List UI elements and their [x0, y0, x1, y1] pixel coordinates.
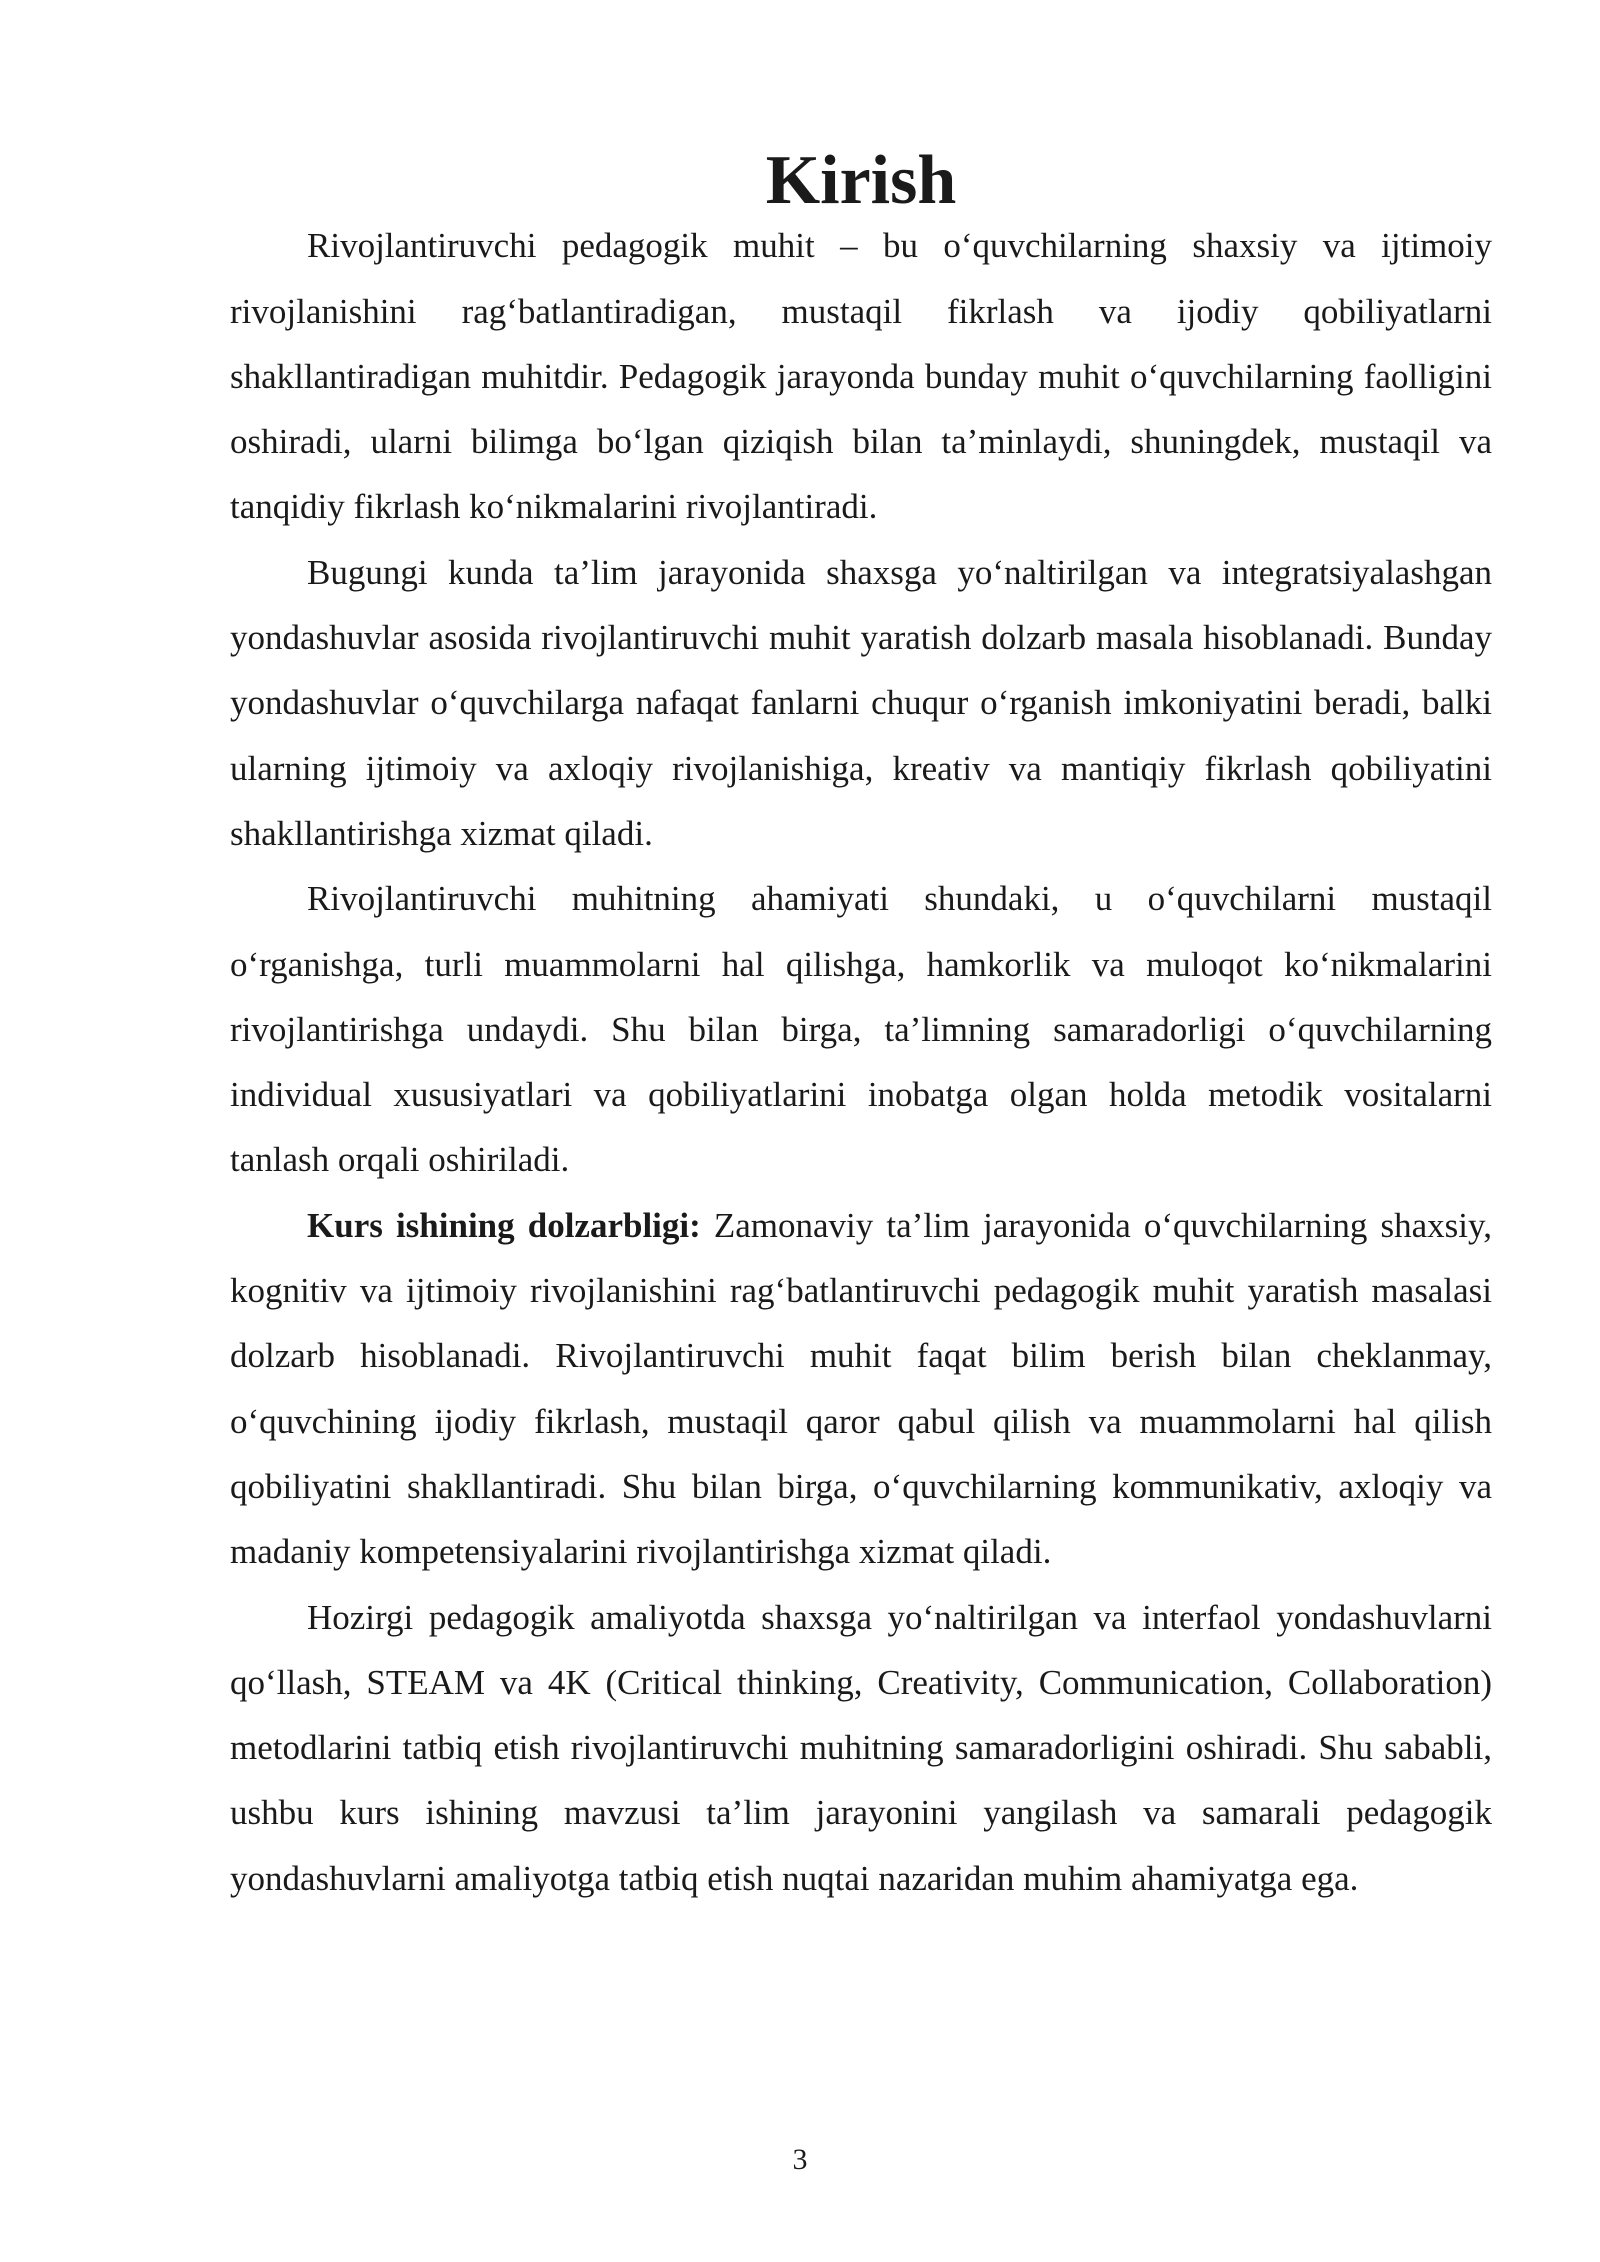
- paragraph-5: [230, 1585, 1492, 1911]
- paragraph-1: [230, 213, 1492, 539]
- paragraph-4-text: Zamonaviy ta’lim jarayonida o‘quvchilarning shaxsiy, kognitiv va ijtimoiy rivojlanishini rag‘batlantiruvchi pedagogik muhit yaratish masalasi dolzarb hisoblanadi. Rivojlantiruvchi muhit faqat bilim berish bilan cheklanmay, o‘quvchining ijodiy fikrlash, mustaqil qaror qabul qilish va muammolarni hal qilish qobiliyatini shakllantiradi. Shu bilan birga, o‘quvchilarning kommunikativ, axloqiy va madaniy kompetensiyalarini rivojlantirishga xizmat qiladi.: [230, 1205, 1492, 1572]
- page-content: [230, 142, 1492, 1911]
- paragraph-1-text: Rivojlantiruvchi pedagogik muhit – bu o‘quvchilarning shaxsiy va ijtimoiy rivojlanishini rag‘batlantiradigan, mustaqil fikrlash va ijodiy qobiliyatlarni shakllantiradigan muhitdir. Pedagogik jarayonda bunday muhit o‘quvchilarning faolligini oshiradi, ularni bilimga bo‘lgan qiziqish bilan ta’minlaydi, shuningdek, mustaqil va tanqidiy fikrlash ko‘nikmalarini rivojlantiradi.: [230, 226, 1492, 527]
- paragraph-4: [230, 1193, 1492, 1585]
- paragraph-3: [230, 866, 1492, 1192]
- section-title: Kirish: [765, 142, 957, 219]
- paragraph-4-lead: Kurs ishining dolzarbligi:: [307, 1205, 701, 1245]
- paragraph-2-text: Bugungi kunda ta’lim jarayonida shaxsga yo‘naltirilgan va integratsiyalashgan yondashuvlar asosida rivojlantiruvchi muhit yaratish dolzarb masala hisoblanadi. Bunday yondashuvlar o‘quvchilarga nafaqat fanlarni chuqur o‘rganish imkoniyatini beradi, balki ularning ijtimoiy va axloqiy rivojlanishiga, kreativ va mantiqiy fikrlash qobiliyatini shakllantirishga xizmat qiladi.: [230, 552, 1492, 853]
- paragraph-5-text: Hozirgi pedagogik amaliyotda shaxsga yo‘naltirilgan va interfaol yondashuvlarni qo‘llash, STEAM va 4K (Critical thinking, Creativity, Communication, Collaboration) metodlarini tatbiq etish rivojlantiruvchi muhitning samaradorligini oshiradi. Shu sababli, ushbu kurs ishining mavzusi ta’lim jarayonini yangilash va samarali pedagogik yondashuvlarni amaliyotga tatbiq etish nuqtai nazaridan muhim ahamiyatga ega.: [230, 1597, 1492, 1898]
- paragraph-2: [230, 540, 1492, 866]
- page-number: 3: [792, 2143, 808, 2176]
- paragraph-3-text: Rivojlantiruvchi muhitning ahamiyati shundaki, u o‘quvchilarni mustaqil o‘rganishga, turli muammolarni hal qilishga, hamkorlik va muloqot ko‘nikmalarini rivojlantirishga undaydi. Shu bilan birga, ta’limning samaradorligi o‘quvchilarning individual xususiyatlari va qobiliyatlarini inobatga olgan holda metodik vositalarni tanlash orqali oshiriladi.: [230, 879, 1492, 1180]
